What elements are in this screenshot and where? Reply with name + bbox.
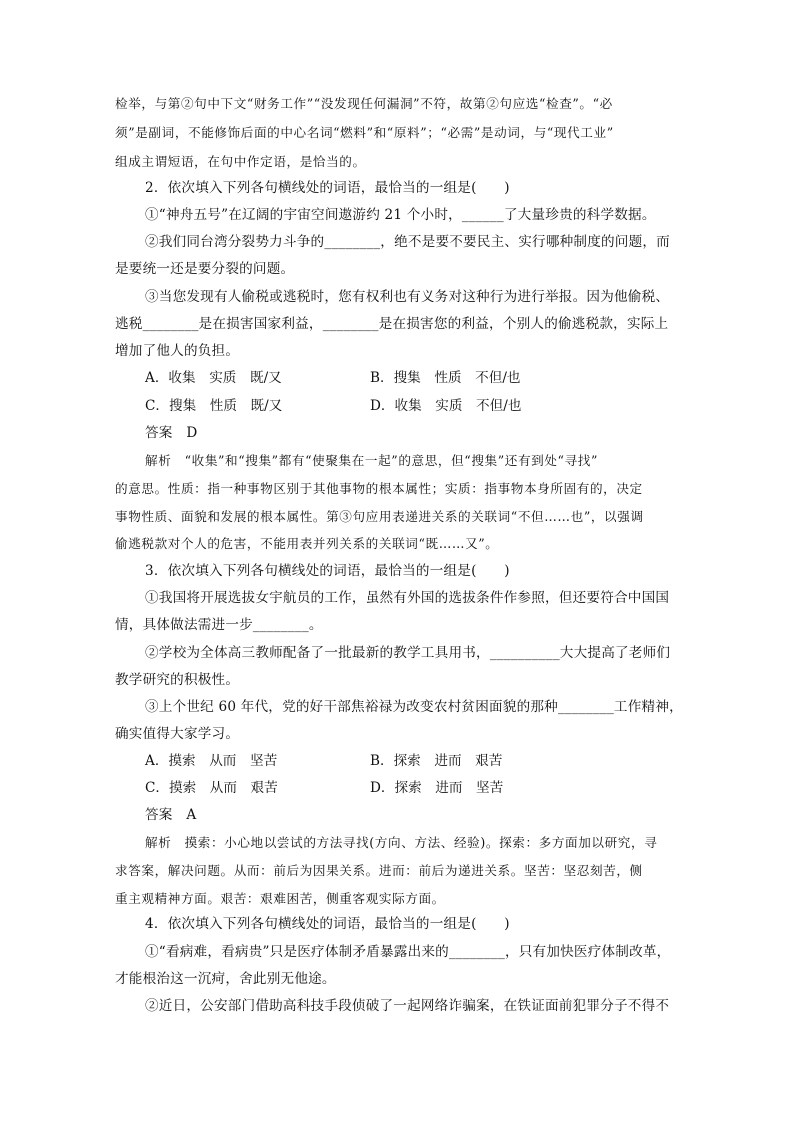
question-4-stem: 4．依次填入下列各句横线处的词语，最恰当的一组是( ) <box>145 916 510 932</box>
question-3-sentence-2: ②学校为全体高三教师配备了一批最新的教学工具用书，__________大大提高了老师们 <box>145 645 671 661</box>
question-3-sentence-1: ①我国将开展选拔女宇航员的工作，虽然有外国的选拔条件作参照，但还要符合中国国 <box>145 590 670 606</box>
question-3-option-c: C．摸索 从而 艰苦 <box>145 780 278 796</box>
question-3-sentence-1-cont: 情，具体做法需进一步________。 <box>115 617 323 633</box>
question-2-explanation-cont: 事物性质、面貌和发展的根本属性。第③句应用表递进关系的关联词“不但……也”，以强调 <box>115 509 644 524</box>
question-2-option-a: A．收集 实质 既/又 <box>145 370 282 386</box>
question-3-sentence-3-cont: 确实值得大家学习。 <box>115 726 240 742</box>
question-3-stem: 3．依次填入下列各句横线处的词语，最恰当的一组是( ) <box>145 563 510 579</box>
question-4-sentence-2: ②近日，公安部门借助高科技手段侦破了一起网络诈骗案，在铁证面前犯罪分子不得不 <box>145 998 670 1014</box>
question-3-sentence-3: ③上个世纪 60 年代，党的好干部焦裕禄为改变农村贫困面貌的那种________工作精神， <box>145 699 683 715</box>
question-4-sentence-1-cont: 才能根治这一沉疴，舍此别无他途。 <box>115 971 336 987</box>
question-2-explanation-cont: 偷逃税款对个人的危害，不能用表并列关系的关联词“既……又”。 <box>115 536 499 551</box>
question-2-option-c: C．搜集 性质 既/又 <box>145 398 283 414</box>
explanation-line: 须”是副词，不能修饰后面的中心名词“燃料”和“原料”；“必需”是动词，与“现代工业” <box>115 125 614 140</box>
question-3-answer: 答案 A <box>145 807 197 823</box>
question-2-sentence-3-cont: 增加了他人的负担。 <box>115 343 240 359</box>
question-2-sentence-1: ①“神舟五号”在辽阔的宇宙空间遨游约 21 个小时，______了大量珍贵的科学数据。 <box>145 207 656 223</box>
question-2-sentence-3-cont: 逃税________是在损害国家利益，________是在损害您的利益，个别人的偷逃税款，实际上 <box>115 316 669 332</box>
explanation-line: 组成主谓短语，在句中作定语，是恰当的。 <box>115 154 366 169</box>
question-3-explanation-cont: 求答案，解决问题。从而：前后为因果关系。进而：前后为递进关系。坚苦：坚忍刻苦，侧 <box>115 863 643 878</box>
question-2-stem: 2．依次填入下列各句横线处的词语，最恰当的一组是( ) <box>145 180 510 196</box>
question-3-explanation: 解析 摸索：小心地以尝试的方法寻找(方向、方法、经验)。探索：多方面加以研究，寻 <box>145 835 658 850</box>
question-3-option-d: D．探索 进而 坚苦 <box>370 780 504 796</box>
question-2-explanation: 解析 “收集”和“搜集”都有“使聚集在一起”的意思，但“搜集”还有到处“寻找” <box>145 453 599 468</box>
question-2-sentence-2-cont: 是要统一还是要分裂的问题。 <box>115 261 295 277</box>
question-2-sentence-3: ③当您发现有人偷税或逃税时，您有权利也有义务对这种行为进行举报。因为他偷税、 <box>145 289 670 305</box>
question-4-sentence-1: ①“看病难，看病贵”只是医疗体制矛盾暴露出来的________，只有加快医疗体制改革， <box>145 944 671 960</box>
question-2-option-d: D．收集 实质 不但/也 <box>370 398 522 414</box>
question-2-option-b: B．搜集 性质 不但/也 <box>370 370 521 386</box>
question-3-option-b: B．探索 进而 艰苦 <box>370 753 503 769</box>
question-3-option-a: A．摸索 从而 坚苦 <box>145 753 278 769</box>
question-2-answer: 答案 D <box>145 425 198 441</box>
explanation-line: 检举，与第②句中下文“财务工作”“没发现任何漏洞”不符，故第②句应选“检查”。“必 <box>115 96 613 111</box>
question-2-sentence-2: ②我们同台湾分裂势力斗争的________，绝不是要不要民主、实行哪种制度的问题，而 <box>145 234 670 250</box>
question-2-explanation-cont: 的意思。性质：指一种事物区别于其他事物的根本属性；实质：指事物本身所固有的，决定 <box>115 481 643 496</box>
question-3-sentence-2-cont: 教学研究的积极性。 <box>115 672 240 688</box>
question-3-explanation-cont: 重主观精神方面。艰苦：艰难困苦，侧重客观实际方面。 <box>115 891 445 906</box>
